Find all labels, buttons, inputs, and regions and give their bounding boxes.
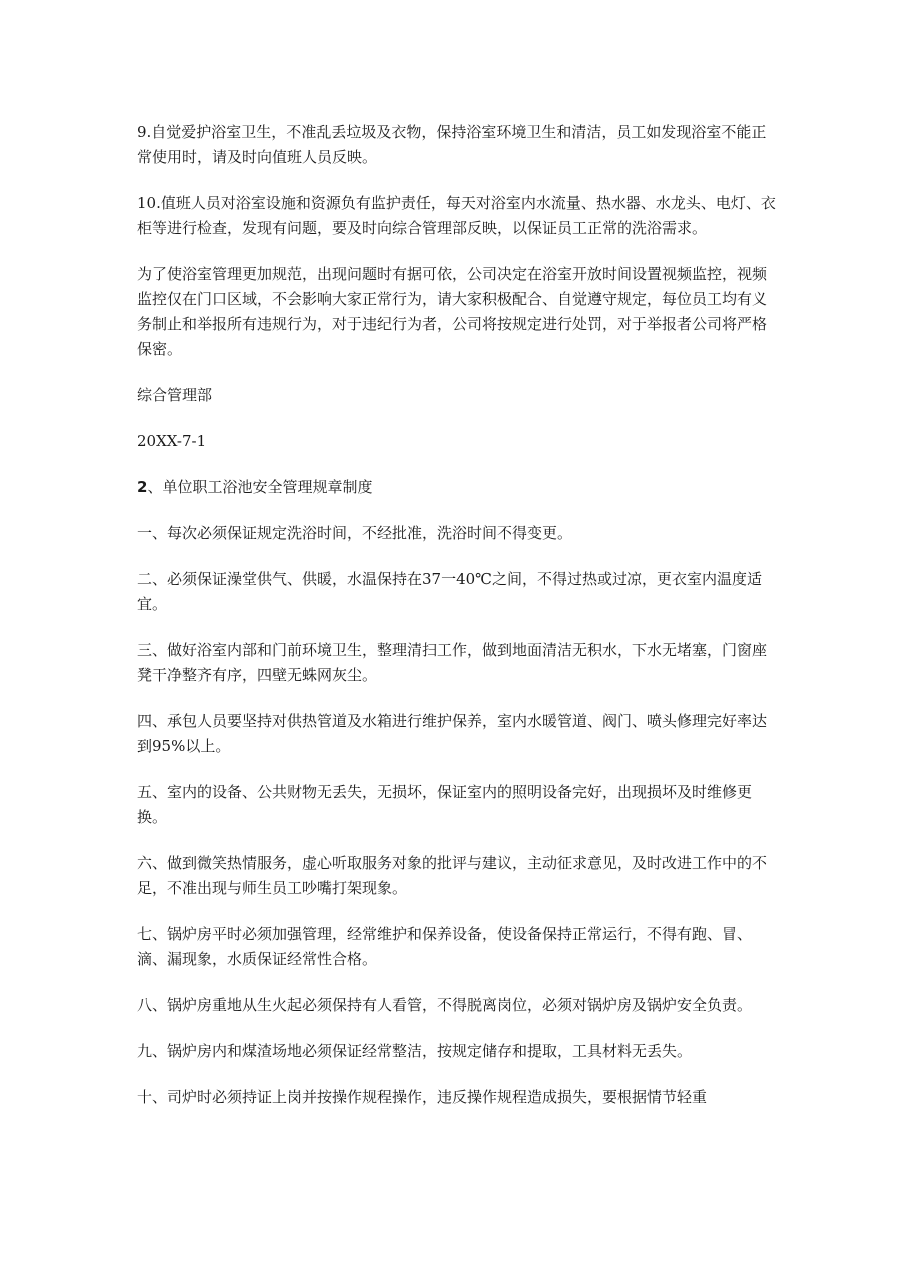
document-body	[137, 120, 777, 1131]
issue-date: 20XX-7-1	[137, 432, 207, 450]
paragraph-rule-9: 9.自觉爱护浴室卫生，不准乱丢垃圾及衣物，保持浴室环境卫生和清洁，员工如发现浴室不能正常使用时，请及时向值班人员反映。	[137, 123, 767, 166]
section-title: 、单位职工浴池安全管理规章制度	[147, 478, 373, 496]
rule-item: 九、锅炉房内和煤渣场地必须保证经常整洁，按规定储存和提取，工具材料无丢失。	[137, 1042, 693, 1060]
rule-item: 五、室内的设备、公共财物无丢失，无损坏，保证室内的照明设备完好，出现损坏及时维修更换。	[137, 783, 753, 826]
paragraph-video-monitoring-notice: 为了使浴室管理更加规范，出现问题时有据可依，公司决定在浴室开放时间设置视频监控，视频监控仅在门口区域，不会影响大家正常行为，请大家积极配合、自觉遵守规定，每位员工均有义务制止和举报所有违规行为，对于违纪行为者，公司将按规定进行处罚，对于举报者公司将严格保密。	[137, 265, 768, 358]
rule-item: 四、承包人员要坚持对供热管道及水箱进行维护保养，室内水暖管道、阀门、喷头修理完好率达到95%以上。	[137, 712, 768, 755]
rule-item: 三、做好浴室内部和门前环境卫生，整理清扫工作，做到地面清洁无积水，下水无堵塞，门窗座凳干净整齐有序，四壁无蛛网灰尘。	[137, 641, 768, 684]
rule-item: 一、每次必须保证规定洗浴时间，不经批准，洗浴时间不得变更。	[137, 524, 573, 542]
paragraph-rule-10: 10.值班人员对浴室设施和资源负有监护责任，每天对浴室内水流量、热水器、水龙头、电灯、衣柜等进行检查，发现有问题，要及时向综合管理部反映，以保证员工正常的洗浴需求。	[137, 194, 776, 237]
rule-item: 十、司炉时必须持证上岗并按操作规程操作，违反操作规程造成损失，要根据情节轻重	[137, 1088, 708, 1106]
rule-item: 六、做到微笑热情服务，虚心听取服务对象的批评与建议，主动征求意见，及时改进工作中的不足，不准出现与师生员工吵嘴打架现象。	[137, 854, 768, 897]
rule-item: 八、锅炉房重地从生火起必须保持有人看管，不得脱离岗位，必须对锅炉房及锅炉安全负责。	[137, 996, 753, 1014]
section-number: 2	[137, 478, 148, 496]
section-heading	[137, 475, 777, 500]
issuer-department: 综合管理部	[137, 386, 213, 404]
rule-item: 二、必须保证澡堂供气、供暖，水温保持在37一40℃之间，不得过热或过凉，更衣室内温度适宜。	[137, 570, 762, 613]
rule-item: 七、锅炉房平时必须加强管理，经常维护和保养设备，使设备保持正常运行，不得有跑、冒、滴、漏现象，水质保证经常性合格。	[137, 925, 753, 968]
